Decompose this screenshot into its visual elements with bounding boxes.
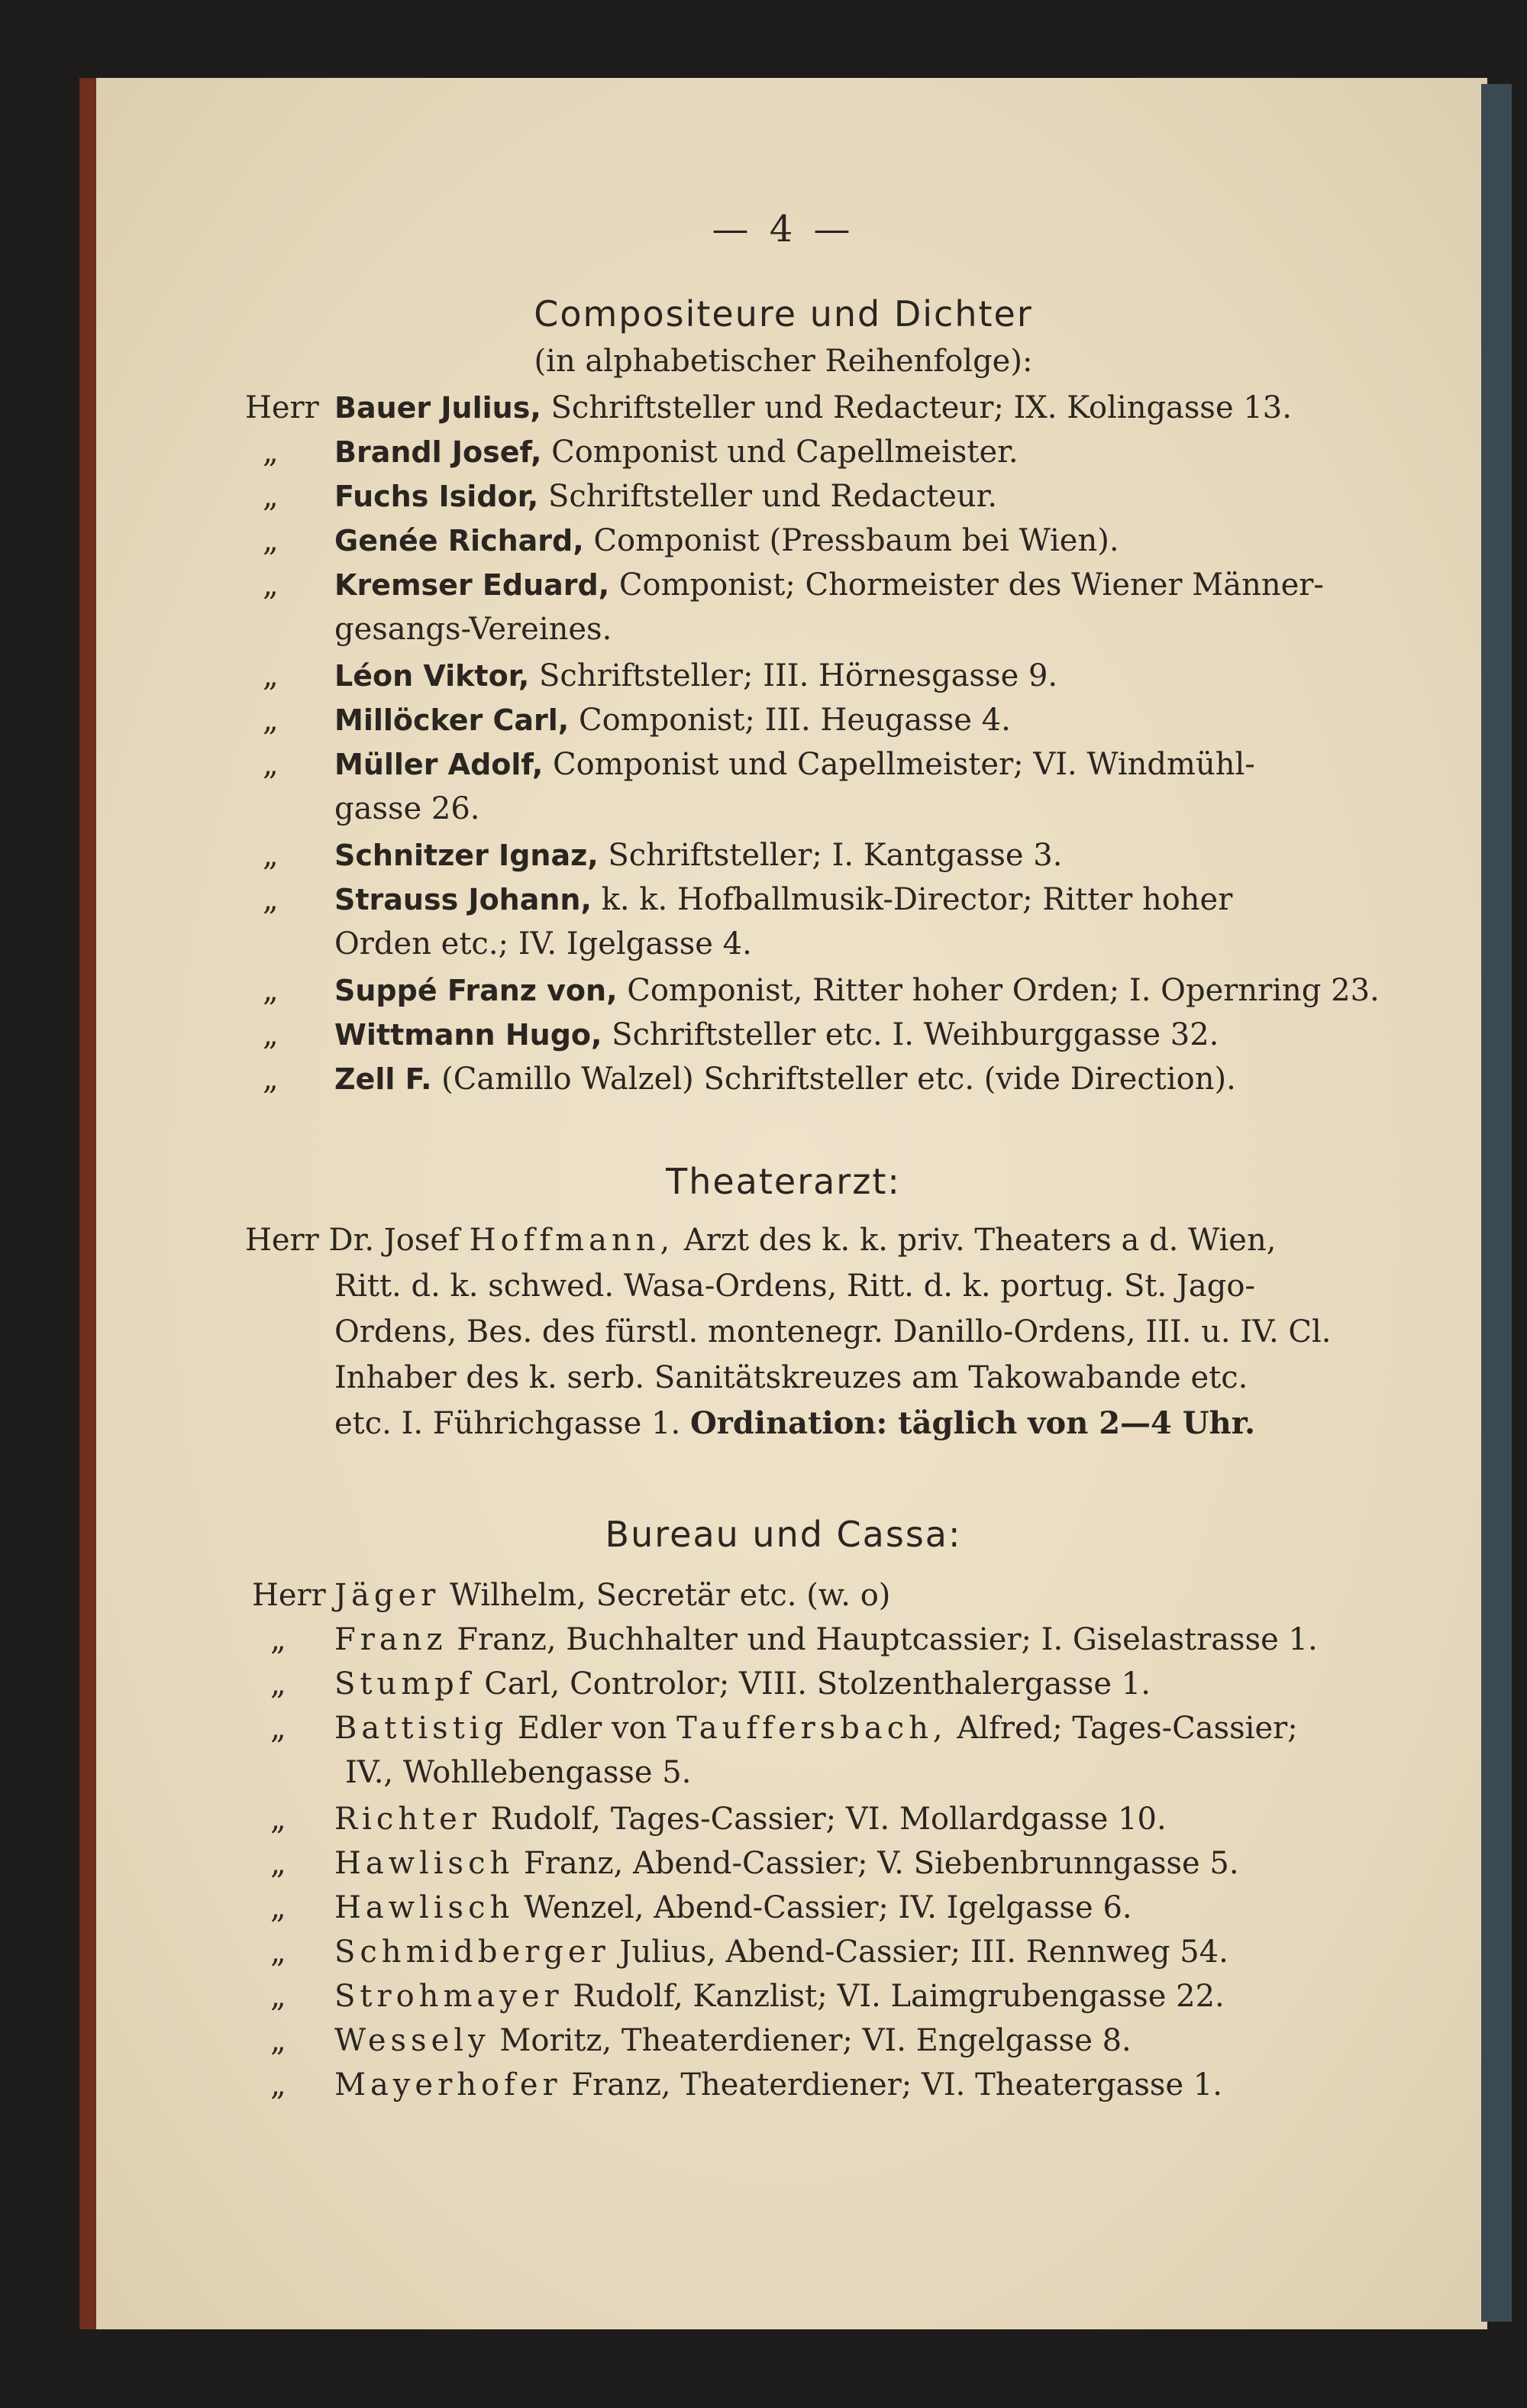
theaterarzt-line-2: Ritt. d. k. schwed. Wasa-Ordens, Ritt. d. k. portug. St. Jago- [334,1269,1255,1304]
entry-title: „ [270,1934,286,1970]
entry-text: Moritz, Theaterdiener; VI. Engelgasse 8. [499,2023,1132,2058]
entry-title: „ [270,1979,286,2014]
entry-name: Kremser Eduard, [334,568,610,602]
entry-title: „ [263,523,279,558]
entry-text-2: Alfred; Tages-Cassier; [957,1711,1298,1746]
entry-name: Suppé Franz von, [334,974,618,1007]
entry-name: Fuchs Isidor, [334,480,539,513]
section-subtitle: (in alphabetischer Reihenfolge): [534,344,1033,379]
entry-continuation: Orden etc.; IV. Igelgasse 4. [334,926,752,962]
entry-text: Schriftsteller; III. Hörnesgasse 9. [539,658,1058,693]
entry-name: Mayerhofer [334,2067,562,2103]
entry-name: Schnitzer Ignaz, [334,839,599,872]
entry-title: „ [270,2023,286,2058]
entry-title: „ [270,1711,286,1746]
entry-title: „ [270,1666,286,1702]
left-binding-edge [79,78,96,2329]
entry-text: Schriftsteller etc. I. Weihburggasse 32. [612,1017,1219,1052]
entry-title: „ [270,2067,286,2103]
entry-name: Battistig [334,1711,508,1746]
entry-text: Wenzel, Abend-Cassier; IV. Igelgasse 6. [523,1890,1132,1925]
entry-title: „ [270,1802,286,1837]
entry-name: Strohmayer [334,1979,563,2014]
entry-text: Wilhelm, Secretär etc. (w. o) [450,1578,891,1613]
section-title-theaterarzt: Theaterarzt: [666,1161,901,1202]
entry-text: Componist und Capellmeister; VI. Windmühl- [553,747,1255,782]
entry-name-2: Tauffersbach, [676,1711,948,1746]
theaterarzt-dr: Dr. Josef [328,1223,460,1258]
entry-name: Wessely [334,2023,490,2058]
entry-name: Jäger [334,1578,441,1613]
entry-title: „ [263,1017,279,1052]
entry-continuation: gesangs-Vereines. [334,612,612,647]
entry-title: „ [263,567,279,603]
entry-title: „ [263,838,279,873]
entry-text: Julius, Abend-Cassier; III. Rennweg 54. [619,1934,1228,1970]
entry-text: Schriftsteller und Redacteur; IX. Kolingasse 13. [550,390,1292,425]
theaterarzt-name: Hoffmann, [469,1223,675,1258]
entry-text: Componist (Pressbaum bei Wien). [593,523,1119,558]
theaterarzt-herr: Herr [245,1223,319,1258]
entry-text: Componist, Ritter hoher Orden; I. Opernring 23. [627,973,1380,1008]
theaterarzt-line-1: Arzt des k. k. priv. Theaters a d. Wien, [683,1223,1277,1258]
entry-title: „ [263,479,279,514]
entry-text: Schriftsteller und Redacteur. [547,479,998,514]
entry-name: Schmidberger [334,1934,610,1970]
entry-name: Hawlisch [334,1846,515,1881]
entry-text: Carl, Controlor; VIII. Stolzenthalergasse 1. [484,1666,1151,1702]
entry-title: Herr [245,390,319,425]
entry-text: (Camillo Walzel) Schriftsteller etc. (vide Direction). [441,1062,1236,1097]
entry-text: Franz, Theaterdiener; VI. Theatergasse 1. [571,2067,1222,2103]
entry-name: Millöcker Carl, [334,703,570,737]
entry-continuation: IV., Wohllebengasse 5. [345,1755,692,1790]
entry-title: „ [263,703,279,738]
entry-name: Wittmann Hugo, [334,1018,602,1052]
ordination-hours: Ordination: täglich von 2—4 Uhr. [689,1405,1256,1441]
entry-text: Componist und Capellmeister. [551,435,1019,470]
entry-continuation: gasse 26. [334,791,480,826]
entry-text: Componist; III. Heugasse 4. [578,703,1011,738]
entry-name: Strauss Johann, [334,883,592,916]
entry-text: Franz, Abend-Cassier; V. Siebenbrunngasse 5. [523,1846,1239,1881]
entry-name: Zell F. [334,1062,432,1096]
entry-text: k. k. Hofballmusik-Director; Ritter hoher [601,882,1233,917]
entry-name: Richter [334,1802,481,1837]
entry-title: Herr [252,1578,326,1613]
entry-name: Genée Richard, [334,524,584,558]
entry-text: Componist; Chormeister des Wiener Männer- [618,567,1324,603]
entry-title: „ [270,1890,286,1925]
entry-name: Bauer Julius, [334,391,541,425]
entry-title: „ [263,1062,279,1097]
section-title-compositeure: Compositeure und Dichter [534,293,1033,335]
page-number: — 4 — [712,208,855,250]
entry-name: Franz [334,1622,447,1657]
theaterarzt-line-5: etc. I. Führichgasse 1. [334,1406,681,1441]
entry-title: „ [270,1622,286,1657]
right-binding-edge [1481,84,1512,2322]
theaterarzt-line-3: Ordens, Bes. des fürstl. montenegr. Danillo-Ordens, III. u. IV. Cl. [334,1314,1332,1349]
entry-name: Léon Viktor, [334,659,530,693]
entry-title: „ [263,435,279,470]
entry-text: Franz, Buchhalter und Hauptcassier; I. Giselastrasse 1. [457,1622,1318,1657]
entry-name: Hawlisch [334,1890,515,1925]
entry-text: Rudolf, Kanzlist; VI. Laimgrubengasse 22. [573,1979,1225,2014]
entry-title: „ [263,658,279,693]
entry-text: Schriftsteller; I. Kantgasse 3. [608,838,1063,873]
entry-text: Edler von [517,1711,667,1746]
entry-name: Brandl Josef, [334,435,542,469]
book-page [79,78,1487,2329]
entry-title: „ [263,747,279,782]
entry-name: Stumpf [334,1666,475,1702]
entry-title: „ [263,882,279,917]
entry-title: „ [263,973,279,1008]
entry-name: Müller Adolf, [334,748,544,781]
section-title-bureau: Bureau und Cassa: [605,1514,962,1555]
entry-title: „ [270,1846,286,1881]
entry-text: Rudolf, Tages-Cassier; VI. Mollardgasse 10. [490,1802,1167,1837]
theaterarzt-paragraph [245,1217,1444,1446]
theaterarzt-line-4: Inhaber des k. serb. Sanitätskreuzes am Takowabande etc. [334,1360,1248,1395]
